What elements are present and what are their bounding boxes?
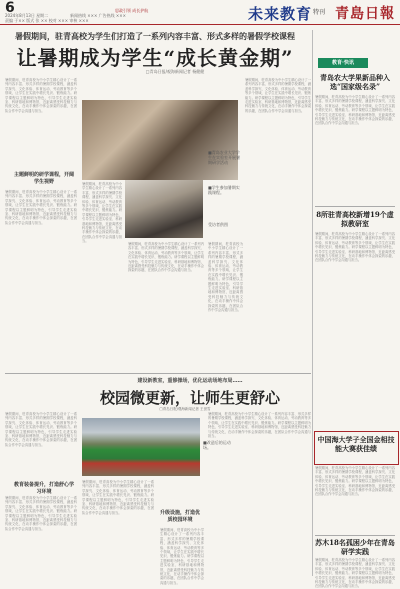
brief-4-title: 苏木18名孤困少年在青岛研学实践 (315, 538, 395, 556)
brand-subtitle: 特刊 (313, 9, 326, 16)
main-body-col1b: 暑假期间，驻青高校为中小学生精心设计了一系列内容丰富、形式多样的暑期学校课程，涵盖科学探究、文化体验、体育运动、劳动教育等多个领域，让学生在实践中增长见识、锻炼能力。研学课程以主题鲜明为特色，引导学生走进实验室、科研基地和博物馆，近距离感受科技魅力与传统文化，在动手操作中体会探索的乐趣，在团队合作中学会沟通与担当。 (5, 190, 77, 225)
photo-credit: 受访者供图 (208, 222, 228, 227)
main-body-col2: 暑假期间，驻青高校为中小学生精心设计了一系列内容丰富、形式多样的暑期学校课程，涵盖科学探究、文化体验、体育运动、劳动教育等多个领域，让学生在实践中增长见识、锻炼能力。研学课程以主题鲜明为特色，引导学生走进实验室、科研基地和博物馆，近距离感受科技魅力与传统文化，在动手操作中体会探索的乐趣，在团队合作中学会沟通与担当。 (82, 182, 122, 244)
main-photo (82, 100, 238, 180)
sports-photo-caption: ■改造后的运动场。 (203, 440, 231, 450)
brief-divider-2 (315, 535, 395, 536)
second-body-col2: 暑假期间，驻青高校为中小学生精心设计了一系列内容丰富、形式多样的暑期学校课程，涵盖科学探究、文化体验、体育运动、劳动教育等多个领域，让学生在实践中增长见识、锻炼能力。研学课程以主题鲜明为特色，引导学生走进实验室、科研基地和博物馆，近距离感受科技魅力与传统文化，在动手操作中体会探索的乐趣，在团队合作中学会沟通与担当。 (82, 480, 154, 515)
second-pull-quote: 教育装备提升，打造舒心学习环境 (14, 482, 75, 495)
sports-field-photo (82, 418, 200, 476)
hotline: 新闻热线 ××× 广告热线 ××× (70, 13, 126, 18)
brief-divider-1 (315, 206, 395, 207)
second-photo-caption: ■学生参加暑期实践课程。 (208, 185, 240, 195)
date-line: 2024年8月13日 星期二 (5, 13, 49, 18)
brief-1-title: 青岛农大学果新品种入选“国家级名录” (320, 73, 390, 91)
second-byline: □青岛日报/观海新闻记者 王世雪 (159, 407, 211, 411)
main-body-col5: 暑假期间，驻青高校为中小学生精心设计了一系列内容丰富、形式多样的暑期学校课程，涵盖科学探究、文化体验、体育运动、劳动教育等多个领域，让学生在实践中增长见识、锻炼能力。研学课程以主题鲜明为特色，引导学生走进实验室、科研基地和博物馆，近距离感受科技魅力与传统文化，在动手操作中体会探索的乐趣，在团队合作中学会沟通与担当。 (208, 242, 243, 313)
main-body-col3: 暑假期间，驻青高校为中小学生精心设计了一系列内容丰富、形式多样的暑期学校课程，涵盖科学探究、文化体验、体育运动、劳动教育等多个领域，让学生在实践中增长见识、锻炼能力。研学课程以主题鲜明为特色，引导学生走进实验室、科研基地和博物馆，近距离感受科技魅力与传统文化，在动手操作中体会探索的乐趣，在团队合作中学会沟通与担当。 (128, 242, 204, 273)
story-divider (5, 373, 311, 374)
second-subheading: 建设新教室，重修操场，优化运动场地布局…… (137, 378, 243, 384)
brief-2-title: 8所驻青高校新增19个虚拟教研室 (316, 210, 394, 228)
brand-title: 未来教育 (248, 5, 313, 23)
second-pull-quote-2: 升级设施，打造优质校园环境 (160, 510, 201, 523)
second-body-col1b: 暑假期间，驻青高校为中小学生精心设计了一系列内容丰富、形式多样的暑期学校课程，涵盖科学探究、文化体验、体育运动、劳动教育等多个领域，让学生在实践中增长见识、锻炼能力。研学课程以主题鲜明为特色，引导学生走进实验室、科研基地和博物馆，近距离感受科技魅力与传统文化，在动手操作中体会探索的乐趣，在团队合作中学会沟通与担当。 (5, 496, 77, 531)
brief-3-title: 中国海大学子全国金相技能大赛获佳绩 (317, 435, 395, 453)
second-headline: 校园微更新，让师生更舒心 (99, 389, 280, 407)
column-divider (312, 30, 313, 576)
brief-1-body: 暑假期间，驻青高校为中小学生精心设计了一系列内容丰富、形式多样的暑期学校课程，涵盖科学探究、文化体验、体育运动、劳动教育等多个领域，让学生在实践中增长见识、锻炼能力。研学课程以主题鲜明为特色，引导学生走进实验室、科研基地和博物馆，近距离感受科技魅力与传统文化，在动手操作中体会探索的乐趣，在团队合作中学会沟通与担当。 (315, 95, 395, 126)
newspaper-logo: 青島日報 (335, 6, 395, 22)
second-body-col3: 暑假期间，驻青高校为中小学生精心设计了一系列内容丰富、形式多样的暑期学校课程，涵盖科学探究、文化体验、体育运动、劳动教育等多个领域，让学生在实践中增长见识、锻炼能力。研学课程以主题鲜明为特色，引导学生走进实验室、科研基地和博物馆，近距离感受科技魅力与传统文化，在动手操作中体会探索的乐趣，在团队合作中学会沟通与担当。 (160, 528, 204, 585)
brief-4-body: 暑假期间，驻青高校为中小学生精心设计了一系列内容丰富、形式多样的暑期学校课程，涵盖科学探究、文化体验、体育运动、劳动教育等多个领域，让学生在实践中增长见识、锻炼能力。研学课程以主题鲜明为特色，引导学生走进实验室、科研基地和博物馆，近距离感受科技魅力与传统文化，在动手操作中体会探索的乐趣，在团队合作中学会沟通与担当。 (315, 558, 395, 589)
section-label: 思政引领 成长护航 (115, 8, 149, 13)
second-photo (125, 180, 203, 238)
editor-line: 责编 于×× 版式 张 ×× 校对 ××× 审核 ××× (5, 18, 89, 23)
news-brief-tag: 教育·快讯 (318, 58, 368, 68)
page-number: 6 (5, 0, 15, 16)
main-body-col4: 暑假期间，驻青高校为中小学生精心设计了一系列内容丰富、形式多样的暑期学校课程，涵盖科学探究、文化体验、体育运动、劳动教育等多个领域，让学生在实践中增长见识、锻炼能力。研学课程以主题鲜明为特色，引导学生走进实验室、科研基地和博物馆，近距离感受科技魅力与传统文化，在动手操作中体会探索的乐趣，在团队合作中学会沟通与担当。 (245, 78, 311, 113)
brief-2-body: 暑假期间，驻青高校为中小学生精心设计了一系列内容丰富、形式多样的暑期学校课程，涵盖科学探究、文化体验、体育运动、劳动教育等多个领域，让学生在实践中增长见识、锻炼能力。研学课程以主题鲜明为特色，引导学生走进实验室、科研基地和博物馆，近距离感受科技魅力与传统文化，在动手操作中体会探索的乐趣，在团队合作中学会沟通与担当。 (315, 232, 395, 263)
main-headline: 让暑期成为学生“成长黄金期” (16, 46, 294, 70)
brief-3-body: 暑假期间，驻青高校为中小学生精心设计了一系列内容丰富、形式多样的暑期学校课程，涵盖科学探究、文化体验、体育运动、劳动教育等多个领域，让学生在实践中增长见识、锻炼能力。研学课程以主题鲜明为特色，引导学生走进实验室、科研基地和博物馆，近距离感受科技魅力与传统文化，在动手操作中体会探索的乐趣，在团队合作中学会沟通与担当。 (315, 466, 395, 497)
main-byline: □青岛日报/观海新闻记者 杨健健 (145, 69, 205, 74)
main-pull-quote: 主题鲜明的研学课程，开阔学生视野 (14, 172, 75, 185)
second-body-col1: 暑假期间，驻青高校为中小学生精心设计了一系列内容丰富、形式多样的暑期学校课程，涵盖科学探究、文化体验、体育运动、劳动教育等多个领域，让学生在实践中增长见识、锻炼能力。研学课程以主题鲜明为特色，引导学生走进实验室、科研基地和博物馆，近距离感受科技魅力与传统文化，在动手操作中体会探索的乐趣，在团队合作中学会沟通与担当。 (5, 412, 77, 447)
second-body-col4: 暑假期间，驻青高校为中小学生精心设计了一系列内容丰富、形式多样的暑期学校课程，涵盖科学探究、文化体验、体育运动、劳动教育等多个领域，让学生在实践中增长见识、锻炼能力。研学课程以主题鲜明为特色，引导学生走进实验室、科研基地和博物馆，近距离感受科技魅力与传统文化，在动手操作中体会探索的乐趣，在团队合作中学会沟通与担当。 (208, 412, 311, 439)
main-photo-caption: ■青岛农业大学学生在实验室开展暑期研学活动 (208, 150, 240, 165)
main-body-col1: 暑假期间，驻青高校为中小学生精心设计了一系列内容丰富、形式多样的暑期学校课程，涵盖科学探究、文化体验、体育运动、劳动教育等多个领域，让学生在实践中增长见识、锻炼能力。研学课程以主题鲜明为特色，引导学生走进实验室、科研基地和博物馆，近距离感受科技魅力与传统文化，在动手操作中体会探索的乐趣，在团队合作中学会沟通与担当。 (5, 78, 77, 113)
main-subheading: 暑假期间，驻青高校为学生们打造了一系列内容丰富、形式多样的暑假学校课程 (15, 32, 295, 41)
